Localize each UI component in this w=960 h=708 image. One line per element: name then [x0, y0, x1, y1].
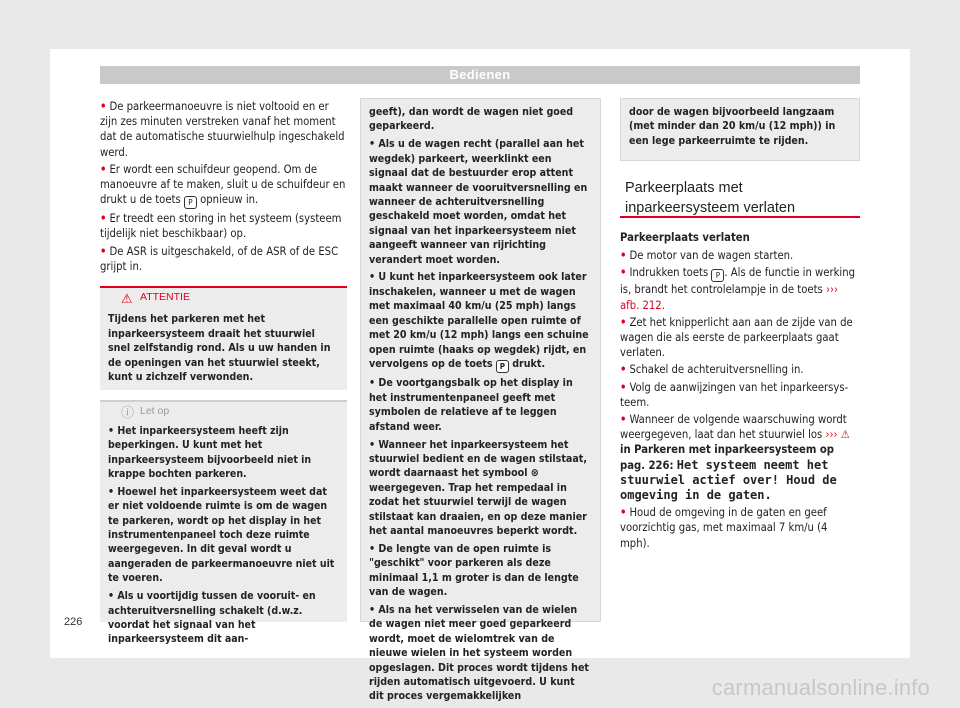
note-title: ⓘ Let op — [121, 405, 170, 420]
info-icon: ⓘ — [121, 405, 135, 420]
warning-text: Tijdens het parkeren met het inparkeersysteem draait het stuurwiel snel zelfstandig rond. Als u uw handen in de openingen van het stuurwiel steekt, kunt u zichzelf verwonden. — [108, 313, 331, 383]
list-item: • Als u de wagen recht (parallel aan het wegdek) parkeert, weerklinkt een signaal dat de bestuurder erop attent maakt wanneer de vooruitversnelling en wanneer de achteruitversnelling geschakeld moet worden, omdat het signaal van het inparkeersysteem niet aangeeft wanneer van rijrichting verandert moet worden. — [369, 138, 588, 266]
list-item: • Wanneer het inparkeersysteem het stuurwiel bedient en de wagen stilstaat, wordt daarnaast het symbool ⊛ weergegeven. Trap het rempedaal in zodat het stuurwiel terwijl de wagen stilstaat kan draaien, en op deze manier het aantal manoeuvres beperkt wordt. — [369, 438, 587, 537]
list-item: • De lengte van de open ruimte is "geschikt" voor parkeren als deze minimaal 1,1 m groter is dan de lengte van de wagen. — [369, 542, 579, 599]
page-number: 226 — [64, 616, 83, 628]
display-message: Het systeem neemt het stuurwiel actief over! Houd de omgeving in de gaten. — [620, 457, 837, 503]
list-item: • Hoewel het inparkeersysteem weet dat er niet voldoende ruimte is om de wagen te parkeren, wordt op het display in het instrumentenpaneel toch deze ruimte weergegeven. In dit geval wordt u aangeraden de parkeermanoeuvre niet uit te voeren. — [108, 486, 335, 584]
list-item: • Volg de aanwijzingen van het inparkeersysteem. — [620, 380, 849, 409]
warning-title: ⚠ ATTENTIE — [121, 291, 190, 306]
list-item: • Het inparkeersysteem heeft zijn beperkingen. U kunt met het inparkeersysteem bijvoorbeeld niet in krappe bochten parkeren. — [108, 425, 312, 480]
page-reference: in Parkeren met inparkeersysteem op pag. 226: — [620, 443, 834, 472]
list-item: • Als u voortijdig tussen de vooruit- en achteruitversnelling schakelt (d.w.z. voordat het signaal van het inparkeersysteem dit aan- — [108, 590, 316, 646]
list-item: • Er wordt een schuifdeur geopend. Om de manoeuvre af te maken, sluit u de schuifdeur en drukt u de toets P opnieuw in. — [100, 162, 346, 208]
list-item: • Er treedt een storing in het systeem (systeem tijdelijk niet beschikbaar) op. — [100, 212, 342, 241]
warning-reference-link[interactable]: ››› ⚠ — [825, 428, 850, 442]
park-assist-button-icon: P — [496, 360, 509, 373]
note-box-continued — [360, 98, 601, 703]
note-continuation: geeft), dan wordt de wagen niet goed geparkeerd. — [369, 106, 574, 133]
column-right — [620, 230, 860, 553]
list-item: • Wanneer de volgende waarschuwing wordt weergegeven, laat dan het stuurwiel los ››› ⚠ in Parkeren met inparkeersysteem op pag. 226: Het systeem neemt het stuurwiel actief over! Houd de omgeving in de gaten. — [620, 413, 850, 503]
list-item: • De voortgangsbalk op het display in het instrumentenpaneel geeft met symbolen de relatieve af te leggen afstand weer. — [369, 377, 573, 433]
note-box — [100, 400, 347, 646]
section-header: Bedienen — [100, 66, 860, 84]
list-item: • Als na het verwisselen van de wielen de wagen niet meer goed geparkeerd wordt, moet de wielomtrek van de nieuwe wielen in het systeem worden opgeslagen. Dit proces wordt tijdens het rijden automatisch uitgevoerd. U kunt dit proces vergemakkelijken — [369, 604, 589, 703]
watermark: carmanualsonline.info — [711, 675, 930, 700]
list-item: • Zet het knipperlicht aan aan de zijde van de wagen die als eerste de parkeerplaats gaat verlaten. — [620, 315, 853, 360]
note-box-end: door de wagen bijvoorbeeld langzaam (met minder dan 20 km/u (12 mph)) in een lege parkeerruimte te rijden. — [620, 98, 860, 161]
subheading: Parkeerplaats verlaten — [620, 231, 750, 244]
warning-triangle-icon: ⚠ — [121, 291, 133, 306]
list-item: • De motor van de wagen starten. — [620, 249, 794, 263]
column-left — [100, 99, 347, 276]
list-item: • Indrukken toets P . Als de functie in werking is, brandt het controlelampje in de toets ››› afb. 212. — [620, 266, 855, 312]
list-item: • U kunt het inparkeersysteem ook later inschakelen, wanneer u met de wagen met maximaal 40 km/u (25 mph) langs een geschikte parallelle open ruimte of met 20 km/u (12 mph) langs een schuine open ruimte (haaks op wegdek) rijdt, en vervolgens op de toets P drukt. — [369, 271, 589, 371]
steering-wheel-icon: ⊛ — [530, 467, 539, 480]
section-title: Parkeerplaats met inparkeersysteem verlaten — [620, 178, 860, 218]
warning-box — [100, 286, 347, 390]
park-assist-button-icon: P — [711, 269, 724, 282]
list-item: • Schakel de achteruitversnelling in. — [620, 363, 804, 377]
figure-reference-link[interactable]: ››› afb. 212 — [620, 283, 839, 312]
list-item: • Houd de omgeving in de gaten en geef voorzichtig gas, met maximaal 7 km/u (4 mph). — [620, 506, 828, 550]
list-item: • De ASR is uitgeschakeld, of de ASR of de ESC grijpt in. — [100, 244, 339, 273]
park-assist-button-icon: P — [184, 196, 197, 209]
list-item: • De parkeermanoeuvre is niet voltooid en er zijn zes minuten verstreken vanaf het moment dat de automatische stuurwielhulp ingeschakeld werd. — [100, 100, 345, 159]
